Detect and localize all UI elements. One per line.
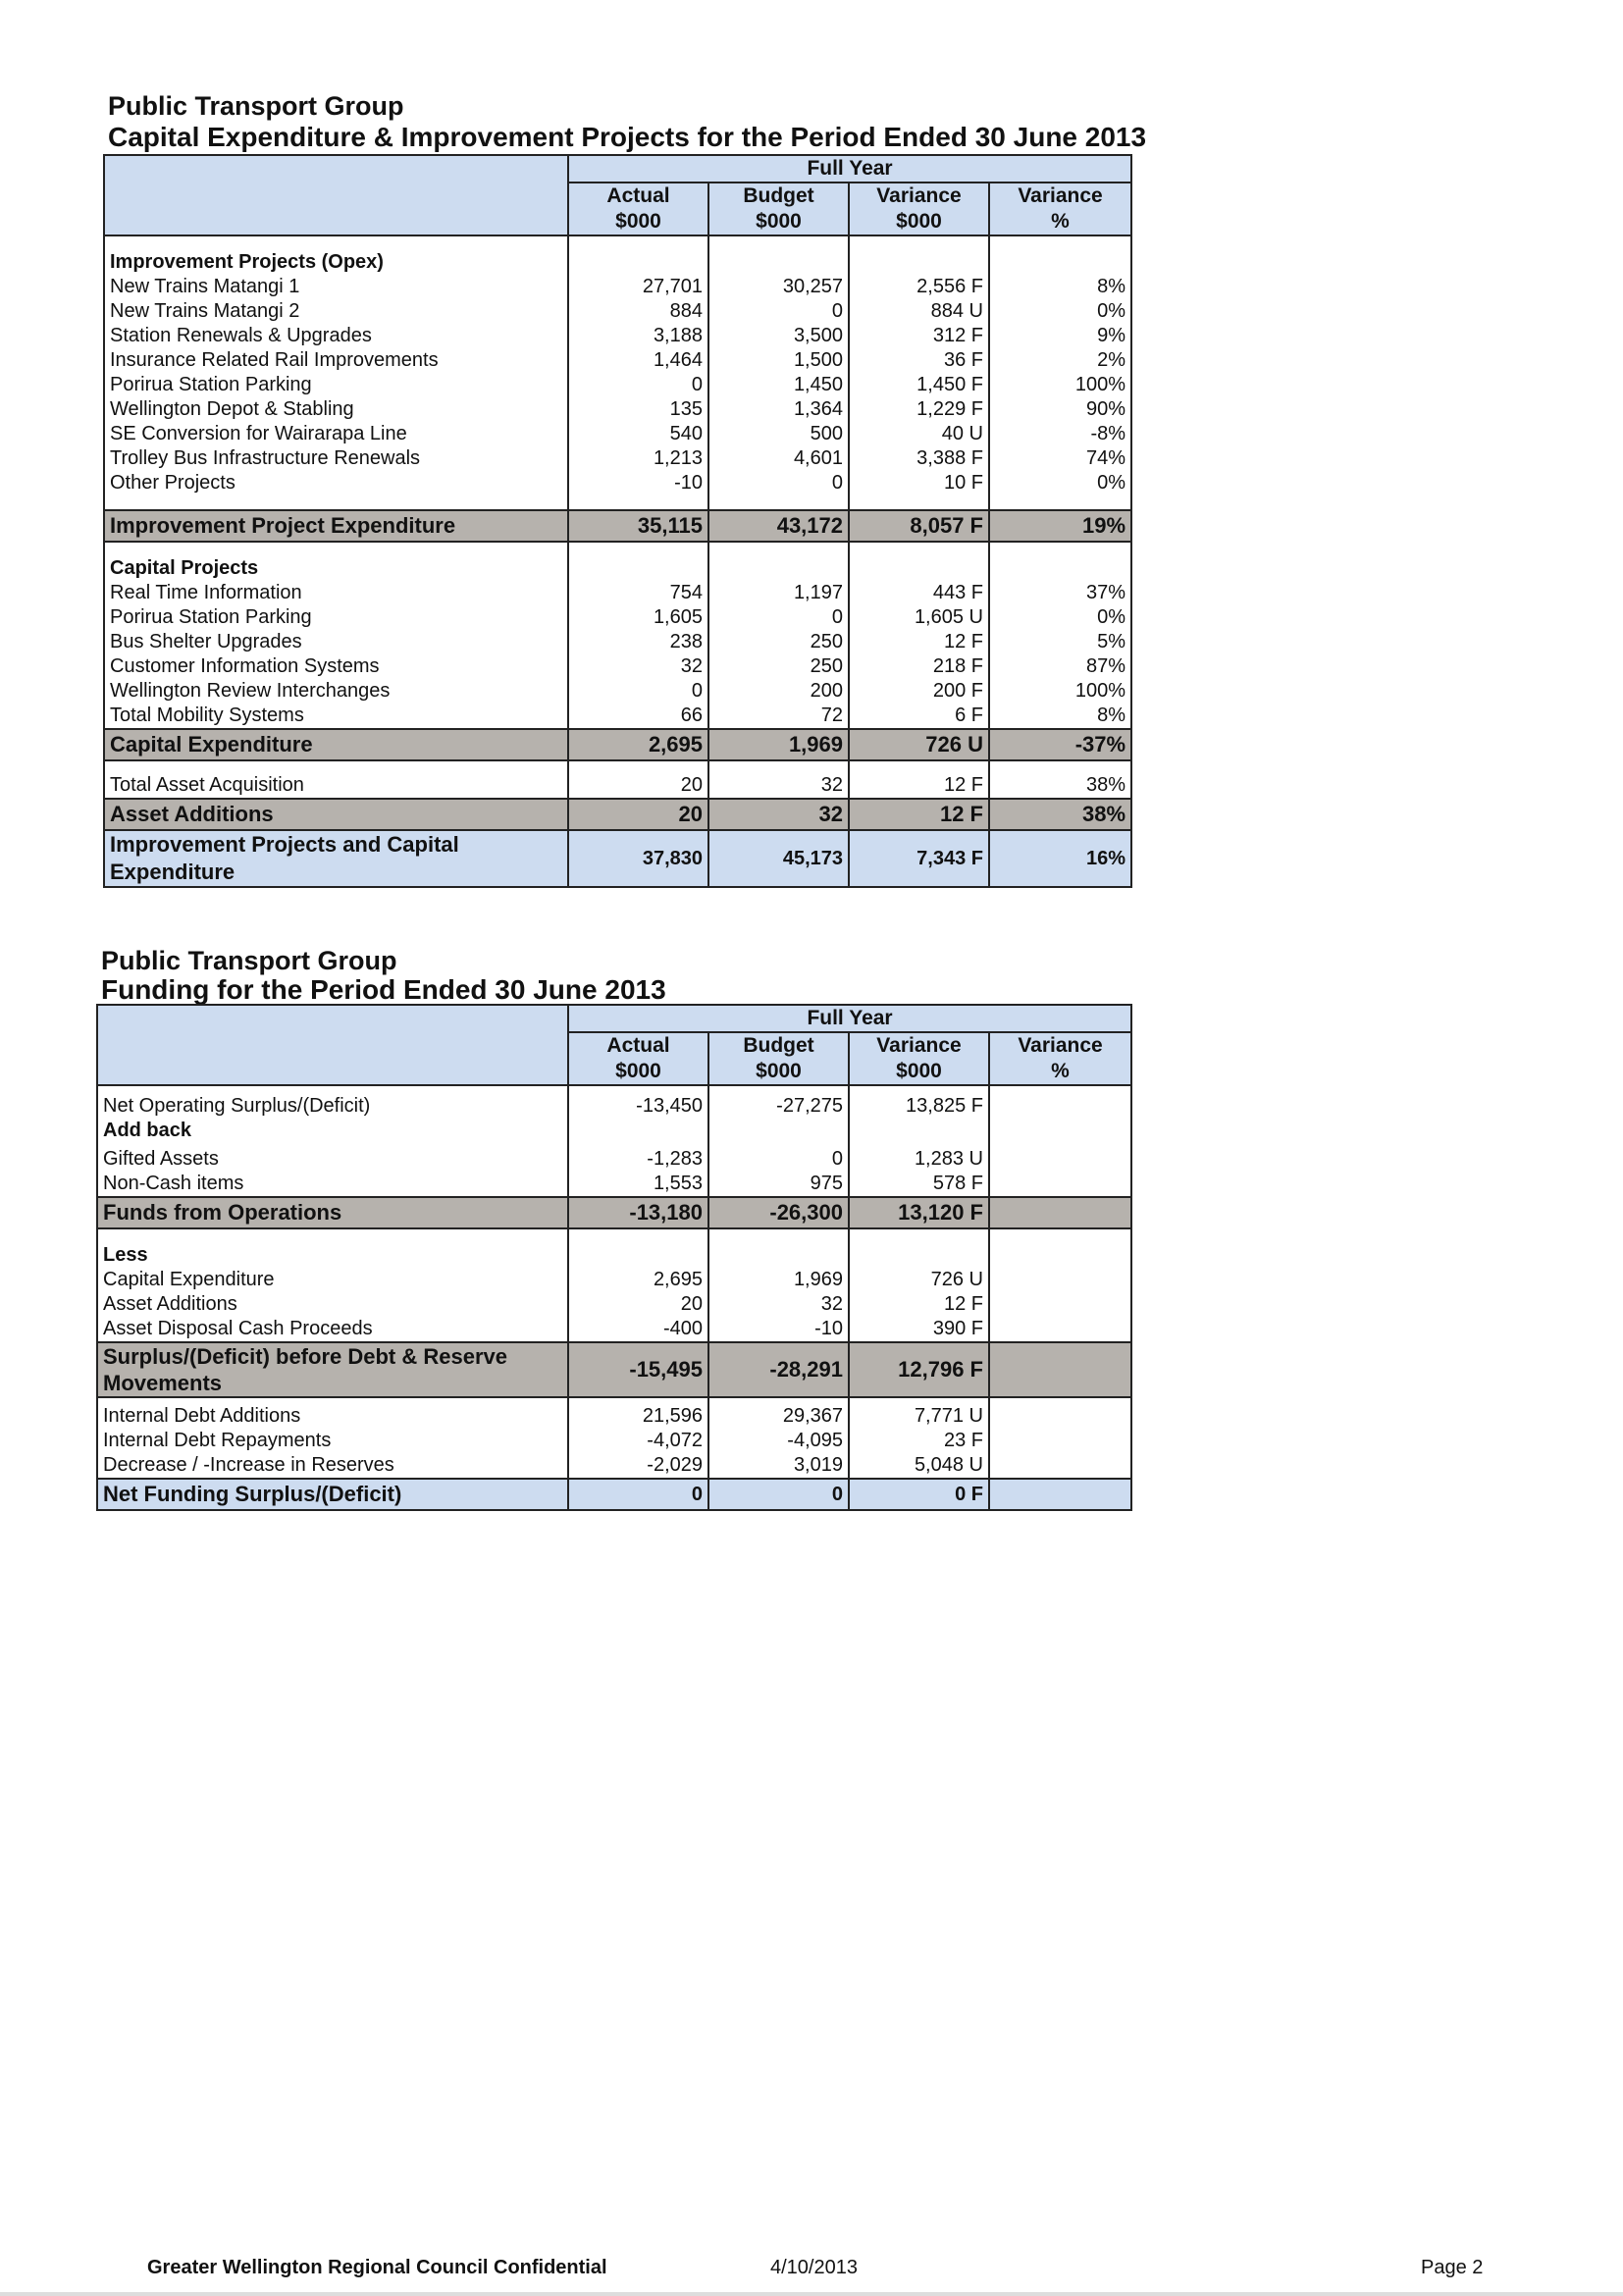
col-header-variance-pct: Variance % [989,183,1131,235]
table-row: New Trains Matangi 2 884 0 884 U 0% [104,299,1131,324]
page-bottom-edge [0,2292,1623,2296]
subtotal-row-improvement: Improvement Project Expenditure 35,115 43,172 8,057 F 19% [104,510,1131,542]
full-year-header: Full Year [568,1005,1131,1032]
spacer-row [104,496,1131,510]
table-header-row [97,1005,1131,1032]
col-header-variance: Variance $000 [849,1032,989,1085]
table-row: Total Mobility Systems 66 72 6 F 8% [104,704,1131,729]
subtotal-row-assets: Asset Additions 20 32 12 F 38% [104,799,1131,830]
table-row: Real Time Information 754 1,197 443 F 37% [104,581,1131,605]
capex-report-title: Capital Expenditure & Improvement Projects for the Period Ended 30 June 2013 [108,122,1147,152]
subtotal-row-before-debt: Surplus/(Deficit) before Debt & Reserve Movements -15,495 -28,291 12,796 F [97,1342,1131,1397]
group-title: Public Transport Group [101,946,397,975]
section-heading-row [104,542,1131,581]
capital-heading: Capital Projects [104,542,568,581]
col-header-budget: Budget $000 [708,1032,849,1085]
table-row: Net Operating Surplus/(Deficit) -13,450 -27,275 13,825 F [97,1085,1131,1119]
less-heading: Less [97,1228,568,1268]
table-row: Total Asset Acquisition 20 32 12 F 38% [104,760,1131,799]
table-row: Asset Disposal Cash Proceeds -400 -10 390 F [97,1317,1131,1342]
col-header-variance-pct: Variance % [989,1032,1131,1085]
table-header-row [104,155,1131,183]
section-heading-row [97,1228,1131,1268]
table-row: Porirua Station Parking 1,605 0 1,605 U 0% [104,605,1131,630]
col-header-budget: Budget $000 [708,183,849,235]
table-row: New Trains Matangi 1 27,701 30,257 2,556 F 8% [104,275,1131,299]
table-row: Wellington Review Interchanges 0 200 200 F 100% [104,679,1131,704]
col-header-variance: Variance $000 [849,183,989,235]
section-heading-row [104,235,1131,275]
grand-total-row: Improvement Projects and Capital Expenditure 37,830 45,173 7,343 F 16% [104,830,1131,887]
footer-organization: Greater Wellington Regional Council Confidential [147,2257,607,2278]
full-year-header: Full Year [568,155,1131,183]
footer-date: 4/10/2013 [770,2257,858,2278]
table-row: Insurance Related Rail Improvements 1,464 1,500 36 F 2% [104,348,1131,373]
table-row: Asset Additions 20 32 12 F [97,1292,1131,1317]
table-row: Customer Information Systems 32 250 218 F 87% [104,654,1131,679]
table-row: Station Renewals & Upgrades 3,188 3,500 312 F 9% [104,324,1131,348]
table-row: Gifted Assets -1,283 0 1,283 U [97,1147,1131,1172]
section-heading-row [97,1119,1131,1147]
funding-report-title: Funding for the Period Ended 30 June 2013 [101,974,666,1005]
table-row: Bus Shelter Upgrades 238 250 12 F 5% [104,630,1131,654]
table-row: Wellington Depot & Stabling 135 1,364 1,229 F 90% [104,397,1131,422]
table-row: SE Conversion for Wairarapa Line 540 500 40 U -8% [104,422,1131,446]
header-blank-cell [97,1005,568,1085]
table-row: Decrease / -Increase in Reserves -2,029 3,019 5,048 U [97,1453,1131,1479]
col-header-actual: Actual $000 [568,183,708,235]
header-blank-cell [104,155,568,235]
group-title: Public Transport Group [108,91,404,121]
table-row: Internal Debt Additions 21,596 29,367 7,771 U [97,1397,1131,1429]
footer-page-number: Page 2 [1421,2257,1484,2278]
funding-table [96,1004,1132,1511]
subtotal-row-capital: Capital Expenditure 2,695 1,969 726 U -37% [104,729,1131,760]
net-funding-row: Net Funding Surplus/(Deficit) 0 0 0 F [97,1479,1131,1510]
table-row: Porirua Station Parking 0 1,450 1,450 F 100% [104,373,1131,397]
col-header-actual: Actual $000 [568,1032,708,1085]
table-row: Non-Cash items 1,553 975 578 F [97,1172,1131,1197]
improvement-heading: Improvement Projects (Opex) [104,235,568,275]
capex-table [103,154,1132,888]
table-row: Capital Expenditure 2,695 1,969 726 U [97,1268,1131,1292]
table-row: Other Projects -10 0 10 F 0% [104,471,1131,496]
subtotal-row-funds-from-operations: Funds from Operations -13,180 -26,300 13,120 F [97,1197,1131,1228]
add-back-heading: Add back [97,1119,568,1147]
table-row: Internal Debt Repayments -4,072 -4,095 23 F [97,1429,1131,1453]
table-row: Trolley Bus Infrastructure Renewals 1,213 4,601 3,388 F 74% [104,446,1131,471]
